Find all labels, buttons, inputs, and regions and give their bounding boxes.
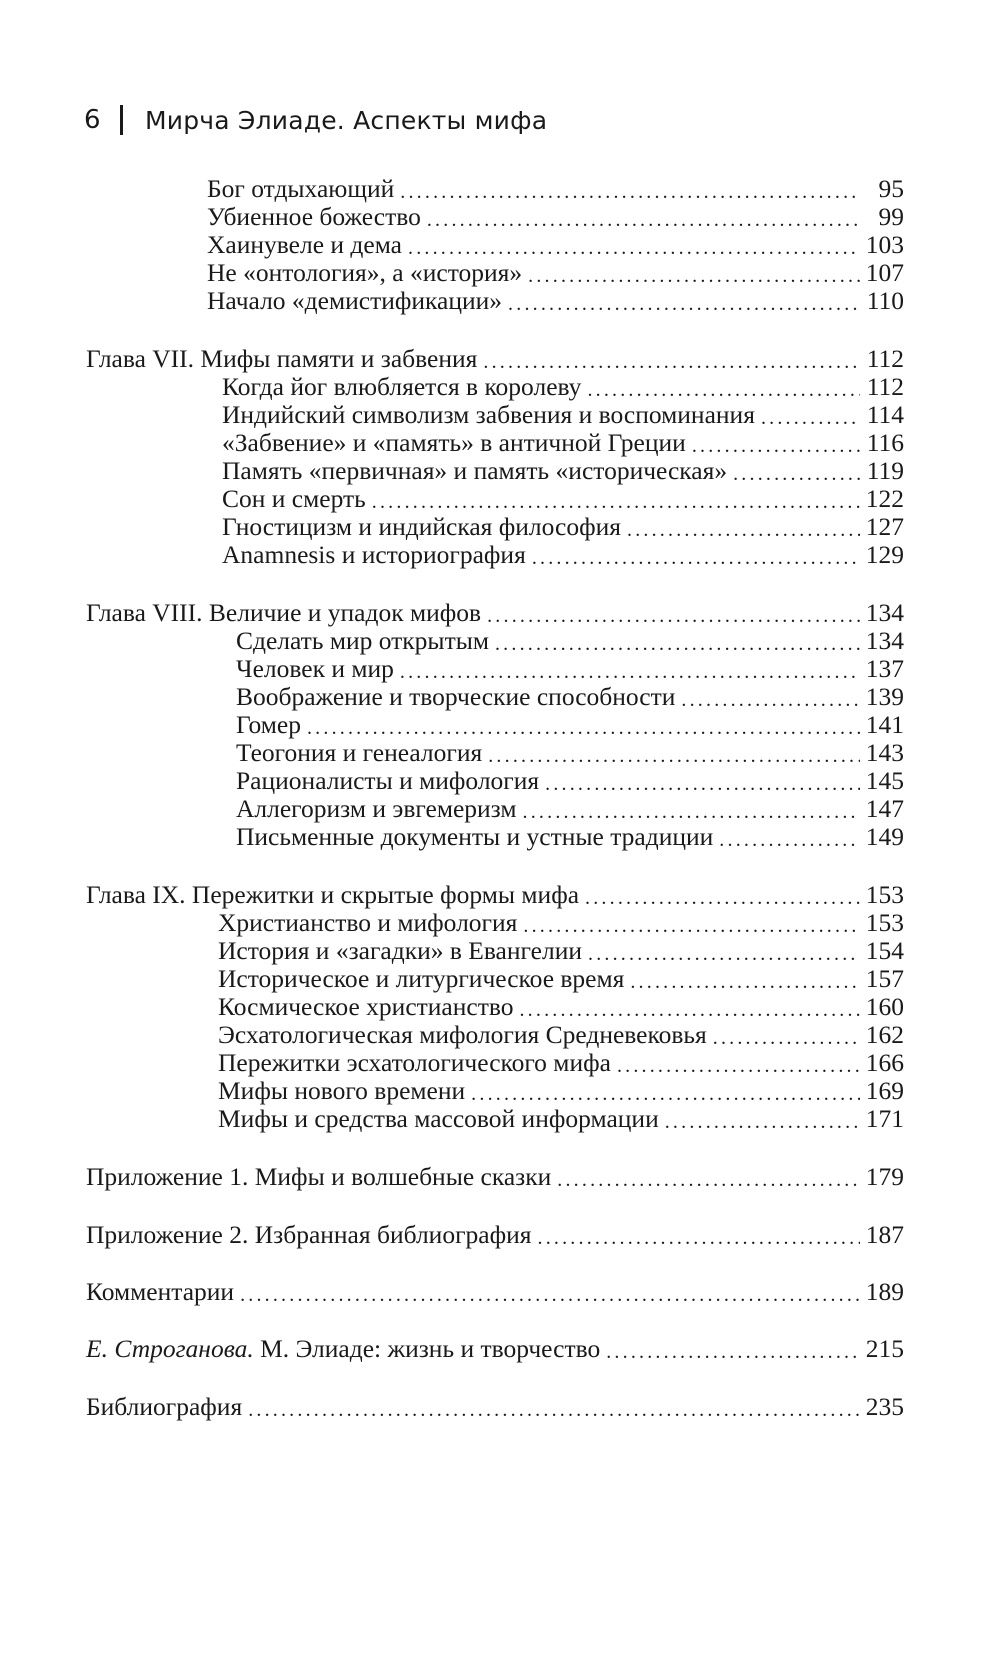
toc-entry-title: Хаинувеле и дема xyxy=(207,230,402,259)
toc-page-number: 110 xyxy=(866,286,904,315)
toc-page-number: 103 xyxy=(865,230,904,259)
toc-entry-title: Историческое и литургическое время xyxy=(218,964,625,993)
toc-entry-title: Комментарии xyxy=(86,1277,235,1306)
toc-page-number: 147 xyxy=(865,794,904,823)
toc-entry-title: Индийский символизм забвения и воспоминания xyxy=(222,400,755,429)
toc-entry-indiyskiy-simvolizm xyxy=(222,400,904,430)
toc-page-number: 143 xyxy=(865,738,904,767)
dot-leader xyxy=(719,828,860,852)
toc-entry-title: Космическое христианство xyxy=(218,992,514,1021)
toc-entry-title: История и «загадки» в Евангелии xyxy=(218,936,582,965)
toc-entry-zabvenie-i-pamyat xyxy=(222,428,904,458)
toc-entry-istoriya-i-zagadki xyxy=(218,936,904,966)
dot-leader xyxy=(400,180,860,204)
toc-entry-title: Христианство и мифология xyxy=(218,908,518,937)
page-number: 6 xyxy=(84,105,101,135)
toc-entry-bog-otdykhayushchiy xyxy=(207,174,904,204)
toc-entry-voobrazhenie xyxy=(236,682,904,712)
toc-entry-allegorizm xyxy=(236,794,904,824)
dot-leader xyxy=(606,1340,860,1364)
toc-entry-title: Сон и смерть xyxy=(222,484,366,513)
toc-page-number: 166 xyxy=(865,1048,904,1077)
toc-entry-title: Рационалисты и мифология xyxy=(236,766,540,795)
dot-leader xyxy=(630,970,860,994)
toc-entry-author: Е. Строганова. xyxy=(86,1334,254,1363)
toc-entry-perezhitki-eskhatologicheskogo xyxy=(218,1048,904,1078)
toc-page-number: 114 xyxy=(866,400,904,429)
toc-entry-eskhatologicheskaya-mifologiya xyxy=(218,1020,904,1050)
toc-page-number: 149 xyxy=(865,822,904,851)
dot-leader xyxy=(532,546,860,570)
dot-leader xyxy=(585,886,860,910)
toc-page-number: 141 xyxy=(865,710,904,739)
dot-leader xyxy=(519,998,860,1022)
toc-stroganova-essay xyxy=(86,1334,904,1364)
toc-entry-title: Anamnesis и историография xyxy=(222,540,526,569)
dot-leader xyxy=(488,744,860,768)
dot-leader xyxy=(681,688,860,712)
toc-entry-mify-i-smi xyxy=(218,1104,904,1134)
toc-page-number: 162 xyxy=(865,1020,904,1049)
toc-entry-title: Когда йог влюбляется в королеву xyxy=(222,372,582,401)
toc-page-number: 160 xyxy=(865,992,904,1021)
dot-leader xyxy=(471,1082,860,1106)
toc-page-number: 139 xyxy=(865,682,904,711)
dot-leader xyxy=(761,406,860,430)
toc-page-number: 169 xyxy=(865,1076,904,1105)
toc-entry-title: Письменные документы и устные традиции xyxy=(236,822,714,851)
toc-entry-title-text: М. Элиаде: жизнь и творчество xyxy=(253,1334,601,1363)
dot-leader xyxy=(557,1168,860,1192)
toc-entry-title: Приложение 2. Избранная библиография xyxy=(86,1220,532,1249)
toc-entry-gnostitsizm xyxy=(222,512,904,542)
toc-entry-title: Приложение 1. Мифы и волшебные сказки xyxy=(86,1162,552,1191)
toc-entry-kosmicheskoe-khristianstvo xyxy=(218,992,904,1022)
toc-page-number: 153 xyxy=(865,880,904,909)
toc-entry-pamyat-pervichnaya xyxy=(222,456,904,486)
toc-chapter-8 xyxy=(86,598,904,628)
toc-page-number: 116 xyxy=(866,428,904,457)
toc-appendix-1 xyxy=(86,1162,904,1192)
toc-entry-title: Сделать мир открытым xyxy=(236,626,489,655)
toc-entry-title: Аллегоризм и эвгемеризм xyxy=(236,794,517,823)
toc-entry-anamnesis xyxy=(222,540,904,570)
toc-page-number: 127 xyxy=(865,512,904,541)
toc-chapter-title: Глава VIII. Величие и упадок мифов xyxy=(86,598,482,627)
dot-leader xyxy=(487,604,860,628)
toc-page-number: 171 xyxy=(865,1104,904,1133)
toc-page-number: 129 xyxy=(865,540,904,569)
toc-page-number: 99 xyxy=(878,202,904,231)
toc-page-number: 134 xyxy=(865,598,904,627)
toc-page-number: 95 xyxy=(878,174,904,203)
dot-leader xyxy=(617,1054,860,1078)
toc-commentary xyxy=(86,1277,904,1307)
toc-page-number: 134 xyxy=(865,626,904,655)
dot-leader xyxy=(692,434,860,458)
toc-entry-pismennye-dokumenty xyxy=(236,822,904,852)
dot-leader xyxy=(627,518,860,542)
toc-page-number: 112 xyxy=(866,344,904,373)
toc-entry-title: Библиография xyxy=(86,1392,243,1421)
toc-page-number: 145 xyxy=(865,766,904,795)
dot-leader xyxy=(508,292,860,316)
dot-leader xyxy=(665,1110,860,1134)
toc-page-number: 187 xyxy=(865,1220,904,1249)
toc-page-number: 235 xyxy=(865,1392,904,1421)
toc-page-number: 179 xyxy=(865,1162,904,1191)
toc-appendix-2 xyxy=(86,1220,904,1250)
dot-leader xyxy=(523,914,860,938)
toc-entry-title: Мифы нового времени xyxy=(218,1076,466,1105)
toc-entry-title: Не «онтология», а «история» xyxy=(207,258,523,287)
dot-leader xyxy=(538,1226,861,1250)
toc-entry-gomer xyxy=(236,710,904,740)
toc-entry-title: Мифы и средства массовой информации xyxy=(218,1104,659,1133)
toc-entry-title: Эсхатологическая мифология Средневековья xyxy=(218,1020,707,1049)
toc-entry-title: Гностицизм и индийская философия xyxy=(222,512,621,541)
dot-leader xyxy=(408,236,860,260)
toc-entry-title: Человек и мир xyxy=(236,654,394,683)
toc-entry-title xyxy=(86,1334,600,1364)
toc-entry-title: Бог отдыхающий xyxy=(207,174,395,203)
dot-leader xyxy=(528,264,860,288)
running-title: Мирча Элиаде. Аспекты мифа xyxy=(145,105,548,135)
dot-leader xyxy=(587,378,860,402)
toc-chapter-9 xyxy=(86,880,904,910)
toc-entry-ubiennoe-bozhestvo xyxy=(207,202,904,232)
toc-chapter-title: Глава IX. Пережитки и скрытые формы мифа xyxy=(86,880,580,909)
dot-leader xyxy=(713,1026,860,1050)
toc-chapter-7 xyxy=(86,344,904,374)
toc-page-number: 215 xyxy=(865,1334,904,1363)
toc-page-number: 107 xyxy=(865,258,904,287)
toc-entry-son-i-smert xyxy=(222,484,904,514)
toc-entry-title: Память «первичная» и память «историческая» xyxy=(222,456,728,485)
toc-entry-mify-novogo-vremeni xyxy=(218,1076,904,1106)
toc-page-number: 119 xyxy=(866,456,904,485)
dot-leader xyxy=(248,1398,860,1422)
toc-entry-khainuvele xyxy=(207,230,904,260)
dot-leader xyxy=(523,800,860,824)
toc-entry-teogoniya xyxy=(236,738,904,768)
toc-entry-sdelat-mir-otkrytym xyxy=(236,626,904,656)
dot-leader xyxy=(240,1283,860,1307)
toc-entry-title: Гомер xyxy=(236,710,301,739)
toc-page-number: 189 xyxy=(865,1277,904,1306)
dot-leader xyxy=(733,462,860,486)
toc-entry-title: Пережитки эсхатологического мифа xyxy=(218,1048,611,1077)
toc-entry-chelovek-i-mir xyxy=(236,654,904,684)
dot-leader xyxy=(427,208,860,232)
toc-entry-yog-vlyublyaetsya xyxy=(222,372,904,402)
toc-page-number: 112 xyxy=(866,372,904,401)
toc-page-number: 153 xyxy=(865,908,904,937)
dot-leader xyxy=(545,772,860,796)
toc-entry-ratsionalisty xyxy=(236,766,904,796)
toc-entry-title: Убиенное божество xyxy=(207,202,421,231)
dot-leader xyxy=(307,716,860,740)
toc-entry-title: Теогония и генеалогия xyxy=(236,738,483,767)
toc-entry-ne-ontologiya xyxy=(207,258,904,288)
toc-entry-title: Начало «демистификации» xyxy=(207,286,503,315)
toc-page-number: 137 xyxy=(865,654,904,683)
toc-entry-title: «Забвение» и «память» в античной Греции xyxy=(222,428,686,457)
toc-chapter-title: Глава VII. Мифы памяти и забвения xyxy=(86,344,478,373)
dot-leader xyxy=(483,350,860,374)
dot-leader xyxy=(495,632,860,656)
toc-page-number: 157 xyxy=(865,964,904,993)
dot-leader xyxy=(588,942,860,966)
dot-leader xyxy=(400,660,860,684)
toc-entry-title: Воображение и творческие способности xyxy=(236,682,676,711)
toc-page-number: 154 xyxy=(865,936,904,965)
toc-entry-istoricheskoe-vremya xyxy=(218,964,904,994)
toc-entry-nachalo-demistifikatsii xyxy=(207,286,904,316)
toc-page-number: 122 xyxy=(865,484,904,513)
dot-leader xyxy=(372,490,860,514)
toc-bibliography xyxy=(86,1392,904,1422)
toc-entry-khristianstvo-i-mifologiya xyxy=(218,908,904,938)
